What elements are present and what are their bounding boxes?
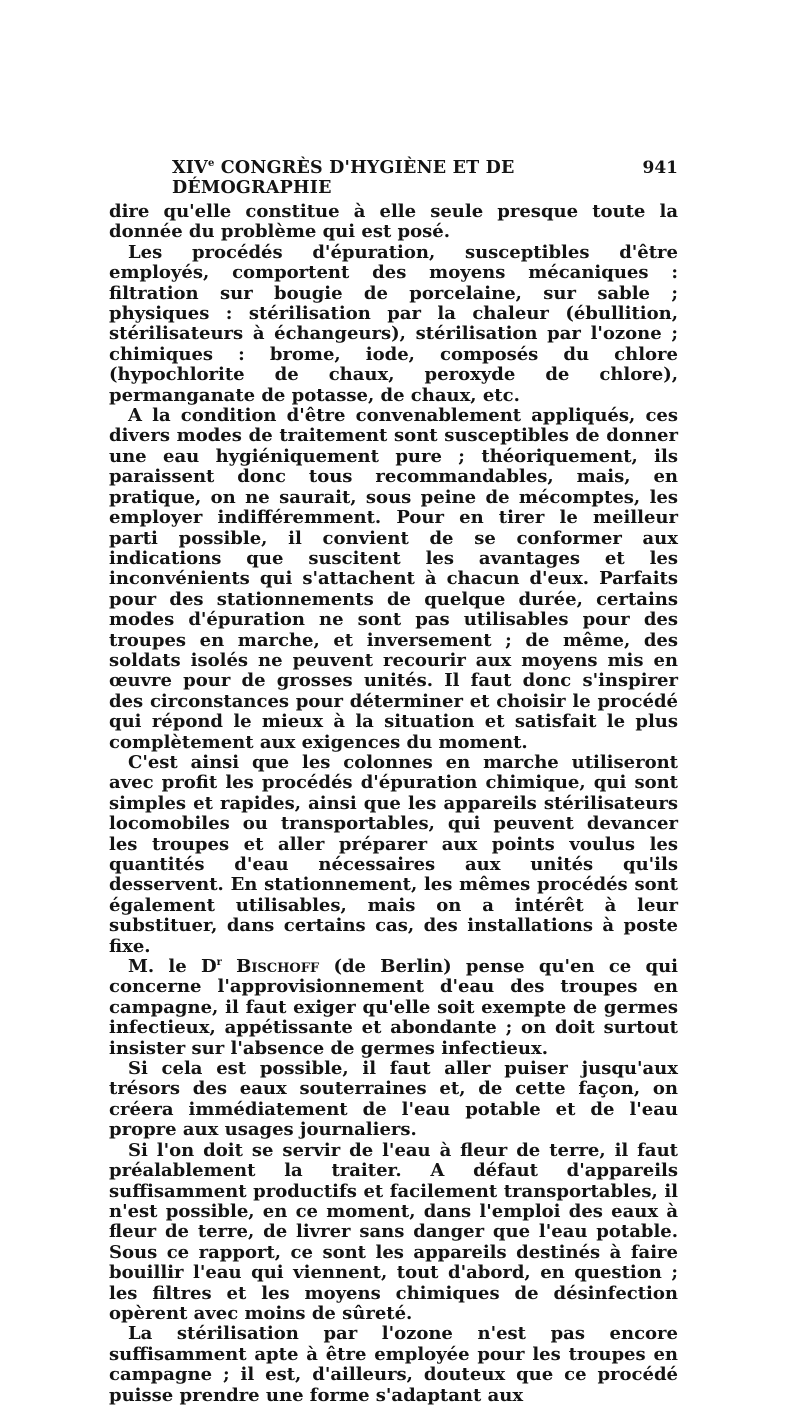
running-title-ordinal: e	[207, 158, 215, 170]
paragraph: La stérilisation par l'ozone n'est pas encore suffisamment apte à être employée pour les troupes en campagne ; il est, d'ailleurs, douteux que ce procédé puisse prendre une forme s'adaptant aux	[109, 1323, 678, 1406]
speaker-name: Bischoff	[236, 956, 320, 978]
running-title-prefix: XIV	[172, 158, 208, 178]
running-title-text: CONGRÈS D'HYGIÈNE ET DE DÉMOGRAPHIE	[172, 158, 515, 198]
paragraph: C'est ainsi que les colonnes en marche utiliseront avec profit les procédés d'épuration chimique, qui sont simples et rapides, ainsi que les appareils stérilisateurs locomobiles ou transportables, qui peuvent devancer les troupes et aller préparer aux points voulus les quantités d'eau nécessaires aux unités qu'ils desservent. En stationnement, les mêmes procédés sont également utilisables, mais on a intérêt à leur substituer, dans certains cas, des installations à poste fixe.	[109, 751, 678, 957]
paragraph: dire qu'elle constitue à elle seule presque toute la donnée du problème qui est posé.	[109, 201, 678, 243]
page-number: 941	[642, 158, 678, 178]
speaker-prefix: M. le D	[128, 956, 217, 978]
paragraph-bischoff	[109, 957, 678, 1059]
paragraph-text: (de Berlin) pense qu'en ce qui concerne l'approvisionnement d'eau des troupes en campagne, il faut exiger qu'elle soit exempte de germes infectieux, appétissante et abondante ; on doit surtout insister sur l'absence de germes infectieux.	[109, 956, 678, 1059]
paragraph: Les procédés d'épuration, susceptibles d'être employés, comportent des moyens mécaniques : filtration sur bougie de porcelaine, sur sable ; physiques : stérilisation par la chaleur (ébullition, stérilisateurs à échangeurs), stérilisation par l'ozone ; chimiques : brome, iode, composés du chlore (hypochlorite de chaux, peroxyde de chlore), permanganate de potasse, de chaux, etc.	[109, 241, 678, 406]
title-superscript: r	[216, 957, 222, 969]
running-title	[172, 158, 643, 198]
running-header	[109, 158, 678, 202]
paragraph: Si l'on doit se servir de l'eau à fleur de terre, il faut préalablement la traiter. A défaut d'appareils suffisamment productifs et facilement transportables, il n'est possible, en ce moment, dans l'emploi des eaux à fleur de terre, de livrer sans danger que l'eau potable. Sous ce rapport, ce sont les appareils destinés à faire bouillir l'eau qui viennent, tout d'abord, en question ; les filtres et les moyens chimiques de désinfection opèrent avec moins de sûreté.	[109, 1139, 678, 1324]
paragraph: A la condition d'être convenablement appliqués, ces divers modes de traitement sont susceptibles de donner une eau hygiéniquement pure ; théoriquement, ils paraissent donc tous recommandables, mais, en pratique, on ne saurait, sous peine de mécomptes, les employer indifféremment. Pour en tirer le meilleur parti possible, il convient de se conformer aux indications que suscitent les avantages et les inconvénients qui s'attachent à chacun d'eux. Parfaits pour des stationnements de quelque durée, certains modes d'épuration ne sont pas utilisables pour des troupes en marche, et inversement ; de même, des soldats isolés ne peuvent recourir aux moyens mis en œuvre pour de grosses unités. Il faut donc s'inspirer des circonstances pour déterminer et choisir le procédé qui répond le mieux à la situation et satisfait le plus complètement aux exigences du moment.	[109, 405, 678, 753]
body-text	[109, 202, 678, 1406]
paragraph: Si cela est possible, il faut aller puiser jusqu'aux trésors des eaux souterraines et, de cette façon, on créera immédiatement de l'eau potable et de l'eau propre aux usages journaliers.	[109, 1058, 678, 1141]
